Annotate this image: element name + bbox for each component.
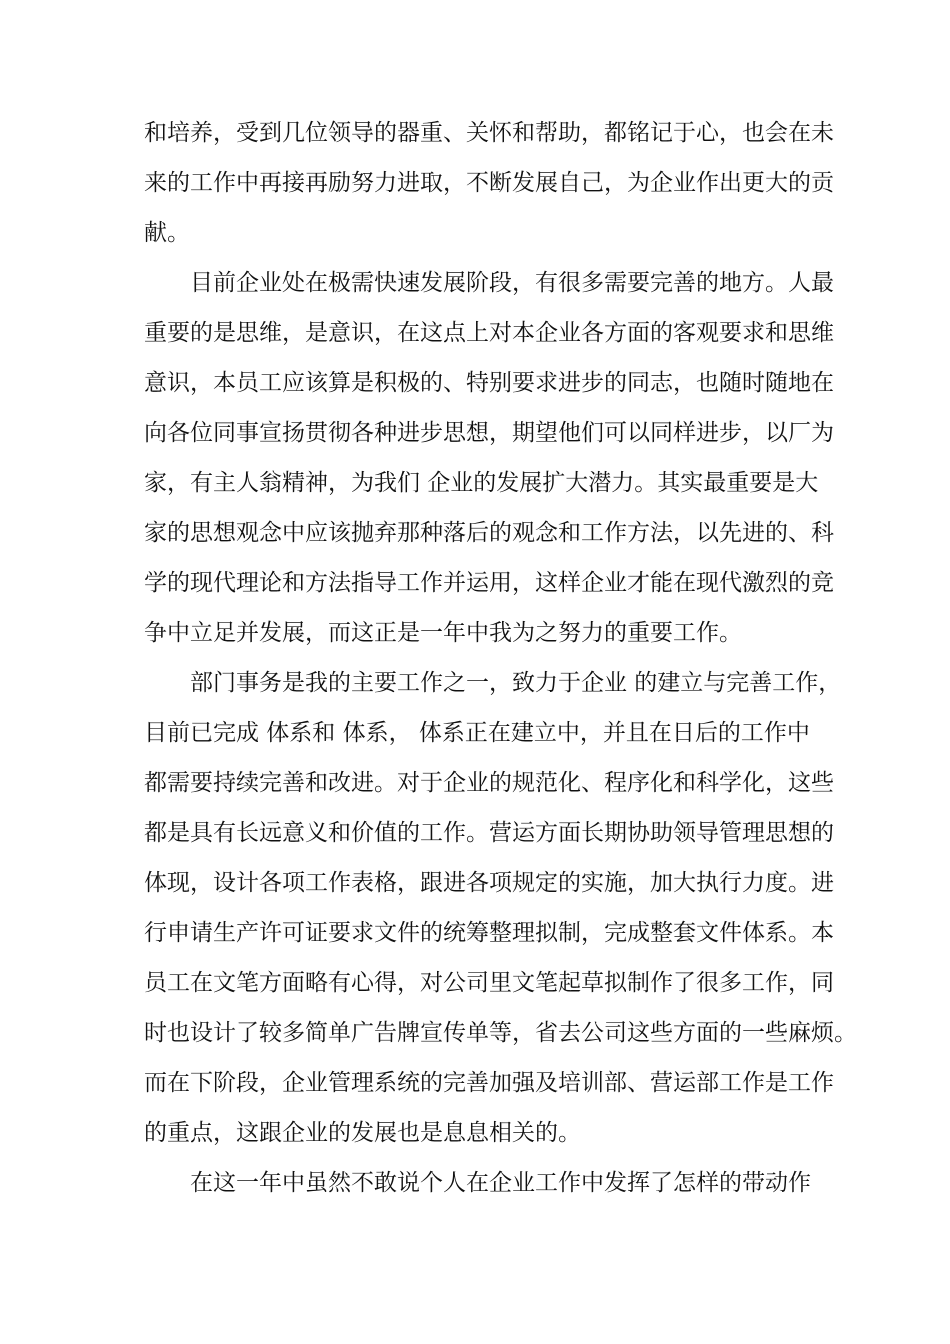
text-line: 目前已完成 体系和 体系， 体系正在建立中，并且在日后的工作中 (144, 720, 810, 746)
text-line: 而在下阶段，企业管理系统的完善加强及培训部、营运部工作是工作 (144, 1070, 834, 1096)
text-line: 和培养，受到几位领导的器重、关怀和帮助，都铭记于心，也会在未 (144, 120, 834, 146)
body-text (144, 108, 857, 1208)
text-line: 献。 (144, 220, 190, 246)
text-line: 的重点，这跟企业的发展也是息息相关的。 (144, 1120, 581, 1146)
paragraph-start-line: 目前企业处在极需快速发展阶段，有很多需要完善的地方。人最 (190, 270, 834, 296)
text-line: 家，有主人翁精神，为我们 企业的发展扩大潜力。其实最重要是大 (144, 470, 819, 496)
text-line: 学的现代理论和方法指导工作并运用，这样企业才能在现代激烈的竞 (144, 570, 834, 596)
text-line: 来的工作中再接再励努力进取，不断发展自己，为企业作出更大的贡 (144, 170, 834, 196)
text-line: 行申请生产许可证要求文件的统筹整理拟制，完成整套文件体系。本 (144, 920, 834, 946)
paragraph-start-line: 部门事务是我的主要工作之一，致力于企业 的建立与完善工作， (190, 670, 842, 696)
text-line: 向各位同事宣扬贯彻各种进步思想，期望他们可以同样进步，以厂为 (144, 420, 834, 446)
text-line: 争中立足并发展，而这正是一年中我为之努力的重要工作。 (144, 620, 742, 646)
text-line: 员工在文笔方面略有心得，对公司里文笔起草拟制作了很多工作，同 (144, 970, 834, 996)
text-line: 家的思想观念中应该抛弃那种落后的观念和工作方法，以先进的、科 (144, 520, 834, 546)
text-line: 都是具有长远意义和价值的工作。营运方面长期协助领导管理思想的 (144, 820, 834, 846)
paragraph-start-line: 在这一年中虽然不敢说个人在企业工作中发挥了怎样的带动作 (190, 1170, 811, 1196)
text-line: 体现，设计各项工作表格，跟进各项规定的实施，加大执行力度。进 (144, 870, 834, 896)
text-line: 时也设计了较多简单广告牌宣传单等，省去公司这些方面的一些麻烦。 (144, 1020, 857, 1046)
text-line: 重要的是思维，是意识，在这点上对本企业各方面的客观要求和思维 (144, 320, 834, 346)
text-line: 都需要持续完善和改进。对于企业的规范化、程序化和科学化，这些 (144, 770, 834, 796)
text-line: 意识，本员工应该算是积极的、特别要求进步的同志，也随时随地在 (144, 370, 834, 396)
